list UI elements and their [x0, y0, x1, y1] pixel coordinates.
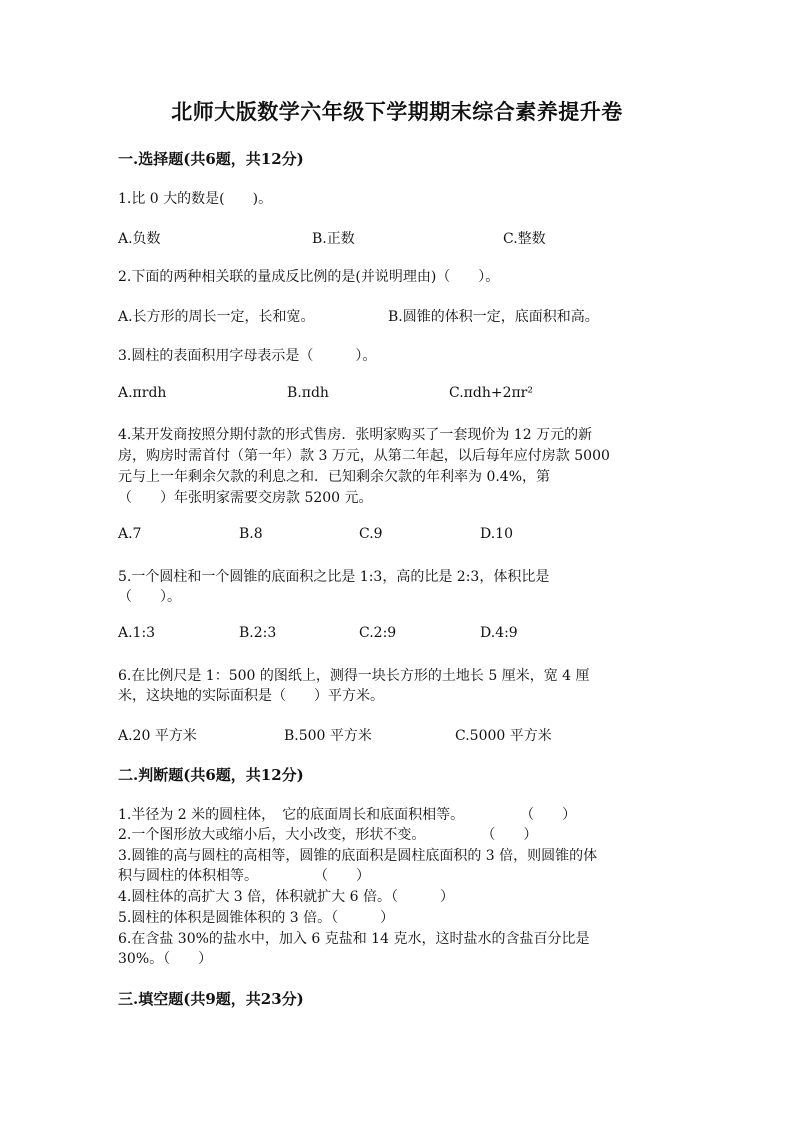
q4-option-a: A.7 — [118, 526, 142, 542]
judge-item-1: 1.半径为 2 米的圆柱体， 它的底面周长和底面积相等。 （ ） — [118, 807, 577, 823]
q1-option-b: B.正数 — [312, 231, 355, 247]
question-6-line-2: 米，这块地的实际面积是（ ）平方米。 — [118, 688, 384, 704]
q3-option-a: A.πrdh — [118, 385, 167, 401]
q3-option-b: B.πdh — [287, 385, 329, 401]
question-1-stem: 1.比 0 大的数是( )。 — [118, 191, 273, 207]
judge-item-5: 5.圆柱的体积是圆锥体积的 3 倍。（ ） — [118, 910, 395, 926]
section-heading-fill: 三.填空题(共9题，共23分) — [118, 990, 304, 1008]
q4-option-c: C.9 — [359, 526, 383, 542]
question-5-line-2: （ ）。 — [118, 589, 181, 605]
question-4-line-2: 房，购房时需首付（第一年）款 3 万元，从第二年起，以后每年应付房款 5000 — [118, 448, 610, 464]
question-4-line-3: 元与上一年剩余欠款的利息之和．已知剩余欠款的年利率为 0.4%，第 — [118, 469, 551, 485]
q2-option-a: A.长方形的周长一定，长和宽。 — [118, 309, 315, 325]
q6-option-b: B.500 平方米 — [284, 728, 372, 744]
page-title: 北师大版数学六年级下学期期末综合素养提升卷 — [171, 99, 623, 124]
judge-item-3-line-2: 积与圆柱的体积相等。 （ ） — [118, 868, 370, 884]
q3-option-c: C.πdh+2πr² — [449, 385, 533, 401]
q6-option-a: A.20 平方米 — [118, 728, 197, 744]
section-heading-choice: 一.选择题(共6题，共12分) — [118, 150, 304, 168]
section-heading-judge: 二.判断题(共6题，共12分) — [118, 766, 304, 784]
q4-option-d: D.10 — [480, 526, 513, 542]
q5-option-a: A.1:3 — [118, 625, 156, 641]
question-4-line-1: 4.某开发商按照分期付款的形式售房．张明家购买了一套现价为 12 万元的新 — [118, 427, 593, 443]
judge-item-2: 2.一个图形放大或缩小后，大小改变，形状不变。 （ ） — [118, 827, 538, 843]
q1-option-c: C.整数 — [503, 231, 546, 247]
q5-option-b: B.2:3 — [239, 625, 277, 641]
q1-option-a: A.负数 — [118, 231, 161, 247]
judge-item-4: 4.圆柱体的高扩大 3 倍，体积就扩大 6 倍。（ ） — [118, 889, 454, 905]
question-4-line-4: （ ）年张明家需要交房款 5200 元。 — [118, 490, 373, 506]
q2-option-b: B.圆锥的体积一定，底面积和高。 — [388, 309, 599, 325]
question-3-stem: 3.圆柱的表面积用字母表示是（ ）。 — [118, 348, 377, 364]
judge-item-6-line-1: 6.在含盐 30%的盐水中，加入 6 克盐和 14 克水，这时盐水的含盐百分比是 — [118, 931, 590, 947]
q5-option-d: D.4:9 — [480, 625, 518, 641]
question-2-stem: 2.下面的两种相关联的量成反比例的是(并说明理由)（ ）。 — [118, 269, 500, 285]
judge-item-6-line-2: 30%。（ ） — [118, 951, 213, 967]
q5-option-c: C.2:9 — [359, 625, 397, 641]
judge-item-3-line-1: 3.圆锥的高与圆柱的高相等，圆锥的底面积是圆柱底面积的 3 倍，则圆锥的体 — [118, 848, 598, 864]
question-5-line-1: 5.一个圆柱和一个圆锥的底面积之比是 1:3，高的比是 2:3，体积比是 — [118, 569, 550, 585]
q6-option-c: C.5000 平方米 — [455, 728, 552, 744]
question-6-line-1: 6.在比例尺是 1：500 的图纸上，测得一块长方形的土地长 5 厘米，宽 4 厘 — [118, 668, 590, 684]
q4-option-b: B.8 — [239, 526, 263, 542]
